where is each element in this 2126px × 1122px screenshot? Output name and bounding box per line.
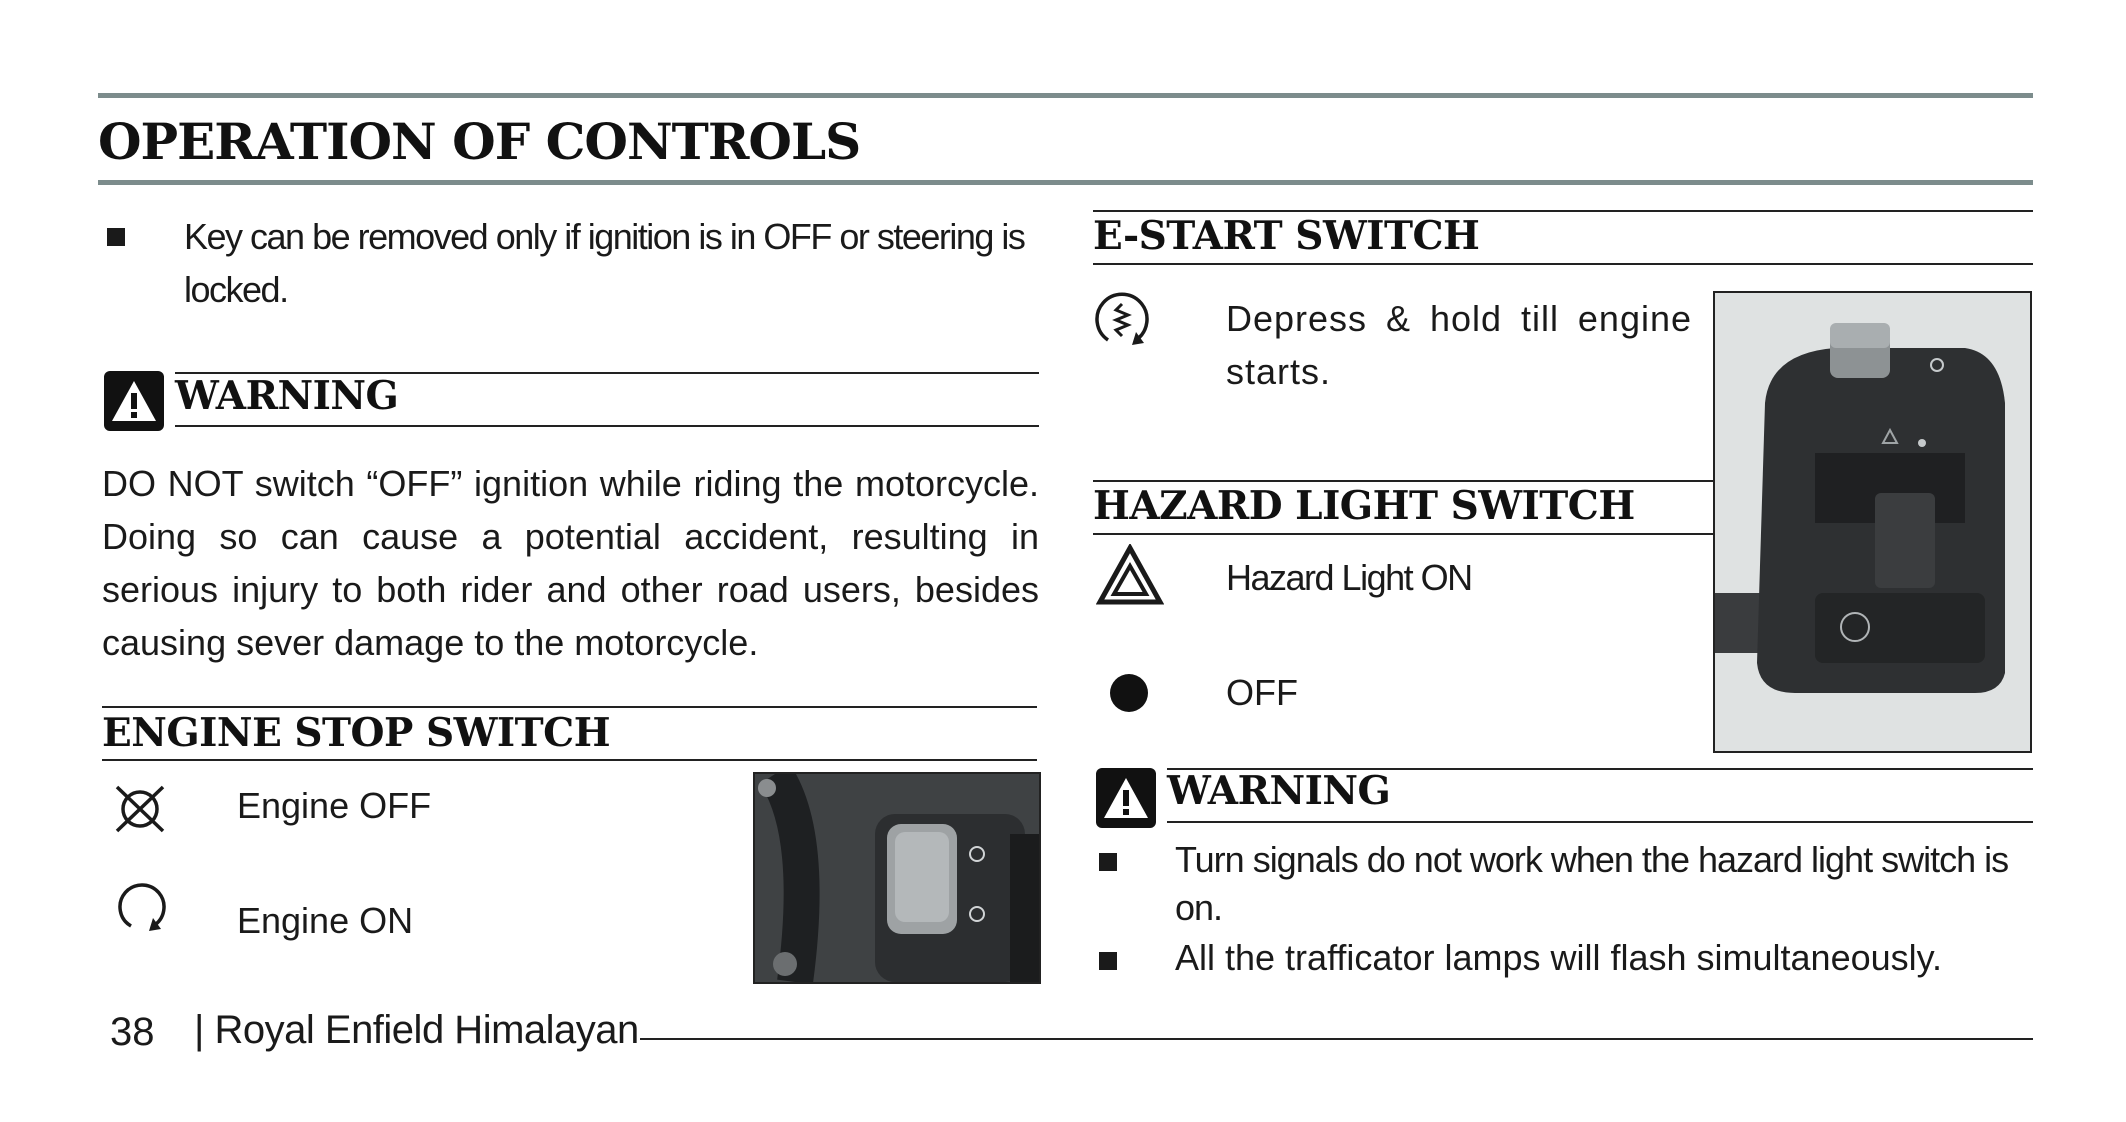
warning-icon-right: [1096, 768, 1156, 828]
footer-rule: [640, 1038, 2033, 1040]
filled-circle-icon: [1110, 674, 1148, 712]
estart-text: Depress & hold till engine starts.: [1226, 298, 1692, 392]
warning-title: WARNING: [175, 373, 399, 419]
hazard-bottom-rule: [1093, 533, 1713, 535]
estart-icon: [1092, 290, 1152, 355]
estart-bottom-rule: [1093, 263, 2033, 265]
warning-right-bottom-rule: [1167, 821, 2033, 823]
page-number: 38: [110, 1010, 155, 1054]
estart-title: E-START SWITCH: [1093, 213, 1480, 259]
warning-icon: [104, 371, 164, 431]
hazard-top-rule: [1093, 480, 1713, 482]
engine-stop-top-rule: [102, 706, 1037, 708]
hazard-off-label: OFF: [1226, 672, 1298, 713]
title-underline: [98, 180, 2033, 185]
warning-right-title: WARNING: [1167, 768, 1391, 814]
warning-bottom-rule: [175, 425, 1039, 427]
hazard-triangle-icon: [1096, 544, 1164, 611]
warning-text: DO NOT switch “OFF” ignition while riding the motorcycle. Doing so can cause a potential accident, resulting in serious injury to both rider and other road users, besides causing sever damage to the motorcycle.: [102, 463, 1039, 663]
warning-bullet-2: All the trafficator lamps will flash simultaneously.: [1175, 937, 1942, 978]
bullet-icon: [107, 228, 125, 246]
top-rule: [98, 93, 2033, 98]
handlebar-switch-photo: [1713, 291, 2032, 753]
engine-on-icon: [113, 880, 169, 941]
engine-stop-title: ENGINE STOP SWITCH: [102, 710, 611, 756]
key-note: Key can be removed only if ignition is in OFF or steering is locked.: [184, 216, 1025, 310]
footer-text: | Royal Enfield Himalayan: [194, 1008, 639, 1052]
bullet-icon: [1099, 952, 1117, 970]
engine-off-icon: [112, 784, 168, 839]
hazard-on-label: Hazard Light ON: [1226, 557, 1472, 598]
engine-stop-switch-photo: [753, 772, 1041, 984]
engine-off-label: Engine OFF: [237, 785, 432, 826]
engine-on-label: Engine ON: [237, 900, 414, 941]
page-title: OPERATION OF CONTROLS: [98, 112, 861, 171]
warning-bullet-1: Turn signals do not work when the hazard light switch is on.: [1175, 839, 2009, 928]
bullet-icon: [1099, 853, 1117, 871]
estart-top-rule: [1093, 210, 2033, 212]
hazard-title: HAZARD LIGHT SWITCH: [1093, 483, 1635, 529]
engine-stop-bottom-rule: [102, 759, 1037, 761]
